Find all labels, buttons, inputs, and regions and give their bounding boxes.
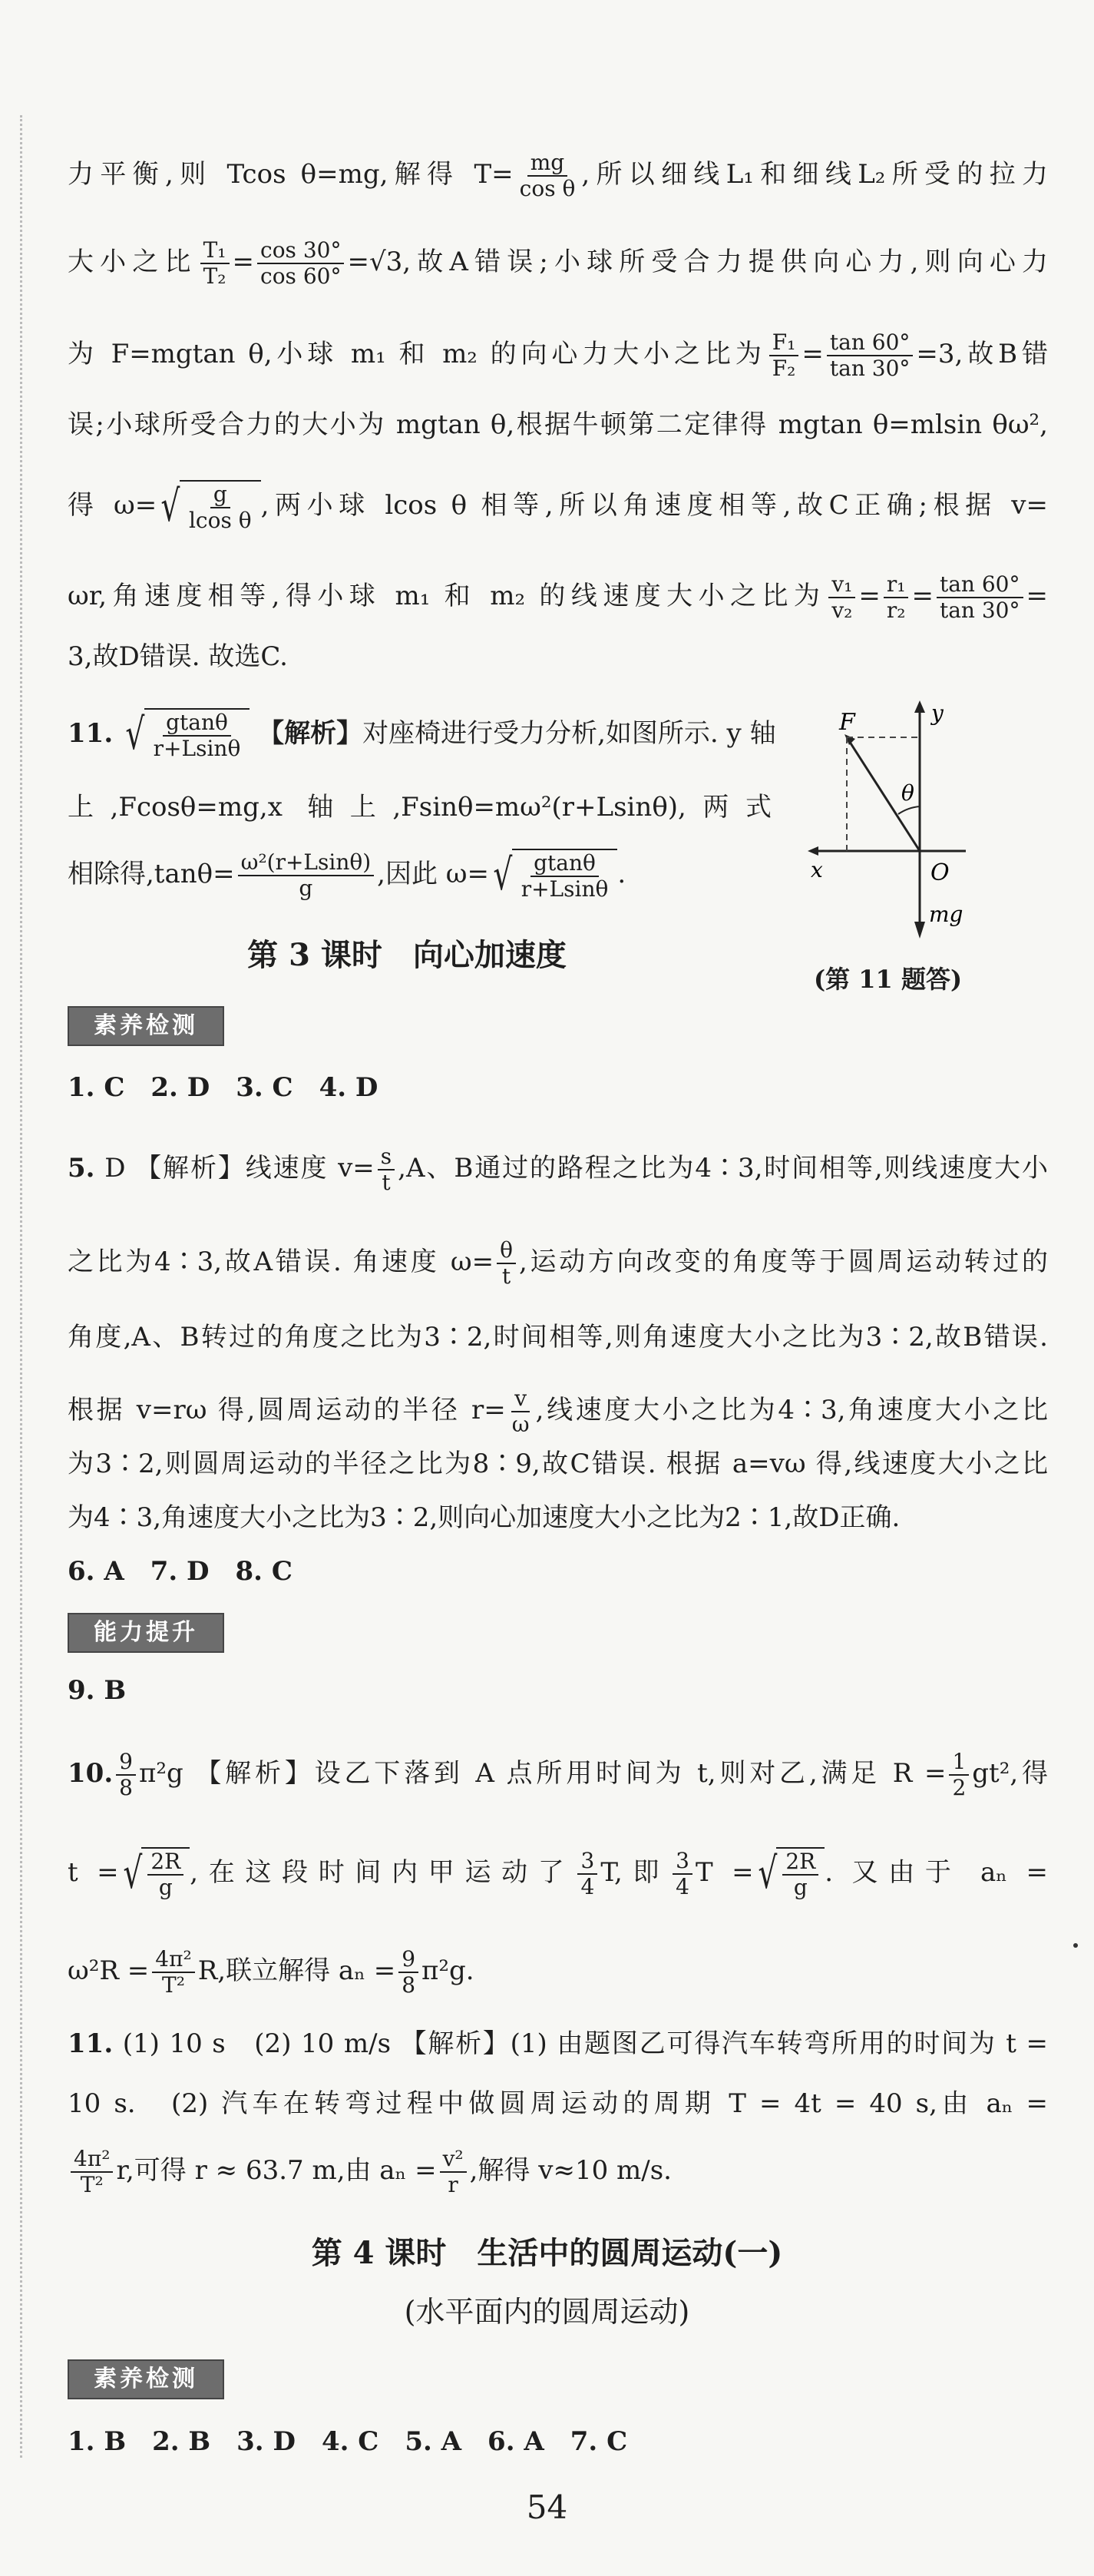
denominator: 4 [580,1874,595,1899]
fraction [884,572,909,623]
b1-line5 [68,480,1048,534]
text: 得 ω= [68,490,157,521]
text: =3,故B错 [916,339,1048,369]
text: 误;小球所受合力的大小为 mgtan θ,根据牛顿第二定律得 mgtan θ=mlsin θω², [68,409,1048,440]
denominator: cos 60° [260,263,342,289]
mg-arrow-icon [914,922,925,939]
label-F: F [839,709,855,736]
q5-line2 [68,1238,1048,1289]
text: t = [68,1857,119,1888]
numerator: 2R [147,1849,183,1876]
page-number: 54 [526,2488,568,2526]
margin-dot [1073,1943,1078,1948]
question-number: 11. [68,718,114,749]
fraction [949,1750,969,1800]
denominator: 8 [119,1775,133,1800]
denominator: ω [511,1412,530,1437]
text: 9. B [68,1675,127,1706]
numerator: r₁ [884,572,909,598]
numerator: gtanθ [163,710,231,737]
fraction [257,238,344,289]
text: (1) 10 s (2) 10 m/s 【解析】(1) 由题图乙可得汽车转弯所用的时间为 t = [122,2028,1048,2059]
badge-suyang-2: 素养检测 [68,2359,224,2399]
fraction [150,710,244,761]
fraction [152,1947,194,1998]
denominator: tan 30° [829,356,911,381]
numerator: 2R [782,1849,818,1876]
theta-arc [898,806,920,814]
denominator: tan 30° [939,598,1020,623]
denominator: r+Lsinθ [521,876,609,902]
fraction [518,851,612,902]
denominator: T² [162,1972,185,1998]
text: . 又由于 aₙ = [825,1857,1048,1888]
q10-line2 [68,1847,1048,1901]
b1-line2 [68,238,1048,289]
fraction [827,330,914,381]
lesson4-title: 第 4 课时 生活中的圆周运动(一) [311,2235,783,2271]
label-theta: θ [901,780,914,806]
text: ,所以细线L₁和细线L₂所受的拉力 [581,159,1048,190]
text: 相除得,tanθ= [68,859,235,889]
q5-line4 [68,1386,1048,1437]
text: 为3∶2,则圆周运动的半径之比为8∶9,故C错误. 根据 a=vω 得,线速度大小之比 [68,1449,1048,1479]
fraction [577,1849,597,1899]
numerator: cos 30° [257,238,344,264]
fraction [398,1947,418,1998]
denominator: T₂ [203,263,226,289]
lesson3-title: 第 3 课时 向心加速度 [247,937,567,973]
q11a-line1 [68,708,776,762]
text: 大小之比 [68,247,197,277]
numerator: 3 [673,1849,692,1875]
numerator: g [210,482,230,508]
text: r,可得 r ≈ 63.7 m,由 aₙ = [116,2155,437,2186]
sqrt: √ $\frac{2R}{g}$ [754,1847,825,1901]
numerator: F₁ [769,330,799,356]
q10-line1 [68,1750,1048,1800]
fraction [378,1144,395,1195]
label-x: x [811,857,823,882]
fraction [200,238,230,289]
fraction [147,1849,183,1900]
numerator: tan 60° [827,330,914,356]
text: ,运动方向改变的角度等于圆周运动转过的 [518,1247,1048,1277]
text: ωr,角速度相等,得小球 m₁ 和 m₂ 的线速度大小之比为 [68,581,826,611]
q11a-line2 [68,791,772,823]
numerator: ω²(r+Lsinθ) [238,850,375,876]
fraction [440,2147,467,2197]
q5-line3 [68,1321,1048,1353]
fraction [116,1750,136,1800]
text: 10 s. (2) 汽车在转弯过程中做圆周运动的周期 T = 4t = 40 s,由 aₙ = [68,2088,1048,2119]
answers-1-4 [68,1071,1048,1104]
sqrt: √ $\frac{gtan\theta}{r+Lsin\theta}$ [489,849,617,902]
q11b-line1 [68,2028,1048,2060]
text: = [911,581,934,611]
fraction [828,572,855,623]
label-O: O [930,859,950,886]
text: ,因此 ω= [377,859,489,889]
denominator: 2 [952,1775,967,1800]
fraction [497,1238,516,1289]
question-number: 11. [68,2028,114,2059]
figure-caption: (第 11 题答) [814,965,963,994]
text: ,解得 v≈10 m/s. [469,2155,672,2186]
denominator: lcos θ [188,508,252,533]
answers-6-8 [68,1555,1048,1588]
lesson4-subtitle: (水平面内的圆周运动) [404,2295,690,2329]
text: ω²R = [68,1955,150,1986]
fraction [517,151,579,201]
q5-line6 [68,1502,1048,1534]
q11b-line2 [68,2088,1048,2120]
text: 6. A 7. D 8. C [68,1556,293,1587]
denominator: r [448,2172,458,2197]
numerator: v² [440,2147,467,2173]
text: = [801,339,824,369]
q5-line5 [68,1448,1048,1480]
text: 为4∶3,角速度大小之比为3∶2,则向心加速度大小之比为2∶1,故D正确. [68,1502,901,1533]
q5-line1 [68,1144,1048,1195]
b1-line3 [68,330,1048,381]
text: 之比为4∶3,故A错误. 角速度 ω= [68,1247,494,1277]
numerator: gtanθ [530,851,599,877]
text: 根据 v=rω 得,圆周运动的半径 r= [68,1395,506,1425]
label-mg: mg [929,902,963,927]
q11b-line3 [68,2147,1048,2197]
denominator: cos θ [519,176,576,201]
denominator: T² [80,2172,104,2197]
sqrt: √ $\frac{2R}{g}$ [119,1847,190,1901]
numerator: 1 [949,1750,969,1776]
numerator: v₁ [828,572,855,598]
denominator: g [158,1875,173,1900]
q11a-line3 [68,849,772,902]
numerator: 4π² [152,1947,194,1973]
denominator: v₂ [831,598,853,623]
y-arrow-icon [914,700,925,713]
text: 为 F=mgtan θ,小球 m₁ 和 m₂ 的向心力大小之比为 [68,339,766,369]
denominator: 8 [402,1972,416,1998]
numerator: tan 60° [937,572,1023,598]
force-diagram [805,699,996,952]
denominator: 4 [676,1874,689,1899]
text: 3,故D错误. 故选C. [68,641,288,672]
numerator: 3 [577,1849,597,1875]
text: T = [695,1857,754,1888]
answers-lesson4 [68,2425,1048,2458]
badge-suyang: 素养检测 [68,1006,224,1046]
answer-9 [68,1674,1048,1707]
numerator: 9 [116,1750,136,1776]
question-number: 5. [68,1153,95,1184]
fraction [509,1386,533,1437]
text: . [617,859,626,889]
denominator: r+Lsinθ [153,736,241,761]
text: 对座椅进行受力分析,如图所示. y 轴 [362,718,776,749]
analysis-tag: 【解析】 [258,718,363,749]
fraction [769,330,799,381]
q10-line3 [68,1947,1048,1998]
text: 上,Fcosθ=mg,x 轴上,Fsinθ=mω²(r+Lsinθ),两式 [68,792,772,823]
text: ,在这段时间内甲运动了 [190,1857,575,1888]
sqrt: √ $\frac{gtan\theta}{r+Lsin\theta}$ [121,708,250,762]
b1-line6 [68,572,1048,623]
fraction [238,850,375,901]
text: =√3,故A错误;小球所受合力提供向心力,则向心力 [347,247,1048,277]
denominator: g [299,876,313,901]
numerator: s [378,1144,395,1170]
numerator: v [511,1386,530,1412]
denominator: t [382,1170,391,1195]
fraction [71,2147,113,2197]
numerator: mg [527,151,567,177]
b1-line4 [68,409,1048,441]
text: ,A、B通过的路程之比为4∶3,时间相等,则线速度大小 [398,1153,1048,1184]
text: 力平衡,则 Tcos θ=mg,解得 T= [68,159,514,190]
numerator: T₁ [200,238,230,264]
label-y: y [931,700,944,726]
question-number: 10. [68,1758,114,1789]
badge-nengli: 能力提升 [68,1613,224,1653]
numerator: 9 [398,1947,418,1973]
text: ,两小球 lcos θ 相等,所以角速度相等,故C正确;根据 v= [260,490,1048,521]
fraction [782,1849,818,1900]
denominator: F₂ [772,356,796,381]
fraction [937,572,1023,623]
binding-dotted-line [20,115,22,2458]
text: = [858,581,881,611]
text: π²g. [421,1955,474,1986]
denominator: g [793,1875,808,1900]
text: R,联立解得 aₙ = [197,1955,396,1986]
text: T,即 [600,1857,670,1888]
text: 角度,A、B转过的角度之比为3∶2,时间相等,则角速度大小之比为3∶2,故B错误. [68,1322,1048,1353]
sqrt: √ $\frac{g}{\text{lcos θ}}$ [157,480,260,534]
text: gt²,得 [972,1758,1048,1789]
numerator: θ [497,1238,516,1264]
numerator: 4π² [71,2147,113,2173]
denominator: r₂ [886,598,906,623]
b1-line7 [68,641,1048,673]
b1-line1 [68,151,1048,201]
text: 1. B 2. B 3. D 4. C 5. A 6. A 7. C [68,2426,628,2457]
text: = [232,247,255,277]
text: = [1026,581,1048,611]
text: π²g 【解析】设乙下落到 A 点所用时间为 t,则对乙,满足 R = [138,1758,947,1789]
fraction [186,482,255,533]
fraction [673,1849,692,1899]
x-arrow-icon [808,846,818,856]
text: 1. C 2. D 3. C 4. D [68,1072,378,1103]
text: ,线速度大小之比为4∶3,角速度大小之比 [535,1395,1048,1425]
text: D 【解析】线速度 v= [104,1153,375,1184]
denominator: t [501,1263,511,1289]
